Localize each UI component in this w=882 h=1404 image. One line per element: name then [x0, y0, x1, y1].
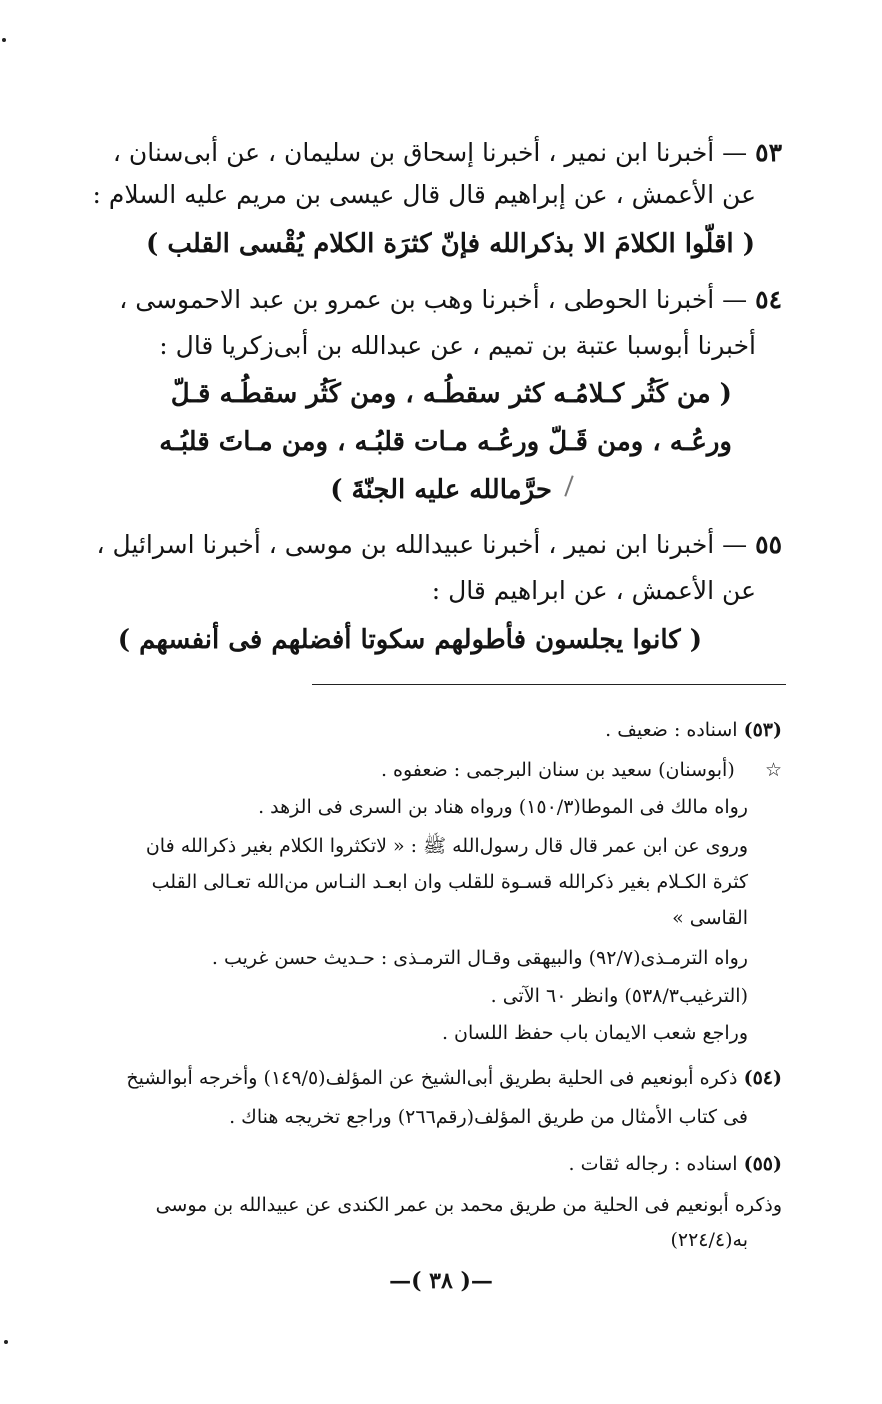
- hadith-53-line-1: ٥٣ — أخبرنا ابن نمير ، أخبرنا إسحاق بن سليمان ، عن أبى‌سنان ،: [112, 138, 782, 167]
- footnote-53-line-1: (٥٣) اسناده : ضعيف .: [605, 719, 782, 741]
- page-number: —( ٣٨ )—: [389, 1268, 493, 1294]
- footnote-53-line-4: وروى عن ابن عمر قال قال رسول‌الله ﷺ : « لاتكثروا الكلام بغير ذكرالله فان: [145, 835, 748, 857]
- footnote-label: (٥٤): [743, 1067, 782, 1089]
- hadith-54-line-2: أخبرنا أبوسبا عتبة بن تميم ، عن عبدالله بن أبى‌زكريا قال :: [159, 331, 756, 360]
- hadith-55-line-2: عن الأعمش ، عن ابراهيم قال :: [431, 576, 756, 605]
- scan-speck: [4, 1340, 8, 1344]
- hadith-53-quote: ( اقلّوا الكلامَ الا بذكرالله فإنّ كثرَة الكلام يُقْسى القلب ): [146, 229, 755, 259]
- hadith-54-quote-line-3: حرَّمالله عليه الجنّةَ ): [330, 475, 552, 505]
- hadith-54-line-1: ٥٤ — أخبرنا الحوطى ، أخبرنا وهب بن عمرو بن عبد الاحموسى ،: [119, 285, 782, 314]
- footnote-53-line-3: رواه مالك فى الموطا(١٥٠/٣) ورواه هناد بن السرى فى الزهد .: [258, 796, 748, 818]
- hadith-number: ٥٣: [755, 138, 782, 167]
- footnote-53-line-9: وراجع شعب الايمان باب حفظ اللسان .: [441, 1022, 748, 1044]
- footnote-53-line-7: رواه الترمـذى(٩٢/٧) والبيهقى وقـال الترمـذى : حـديث حسن غريب .: [211, 947, 748, 969]
- footnote-53-line-6: القاسى »: [672, 907, 748, 929]
- footnote-53-line-5: كثرة الكـلام بغير ذكرالله قسـوة للقلب وان ابعـد النـاس من‌الله تعـالى القلب: [151, 871, 748, 893]
- hadith-55-quote: ( كانوا يجلسون فأطولهم سكوتا أفضلهم فى أنفسهم ): [117, 625, 702, 655]
- hadith-53-line-2: عن الأعمش ، عن إبراهيم قال قال عيسى بن مريم عليه السلام :: [92, 180, 756, 209]
- footnote-55-line-3: به(٢٢٤/٤): [670, 1229, 748, 1251]
- hadith-54-quote-line-2: ورعُـه ، ومن قَـلّ ورعُـه مـات قلبُـه ، ومن مـاتَ قلبُـه: [159, 427, 732, 457]
- footnote-54-line-1: (٥٤) ذكره أبونعيم فى الحلية بطريق أبى‌الشيخ عن المؤلف(١٤٩/٥) وأخرجه أبوالشيخ: [126, 1067, 782, 1089]
- footnote-55-line-2: وذكره أبونعيم فى الحلية من طريق محمد بن عمر الكندى عن عبيدالله بن موسى: [155, 1194, 782, 1216]
- hadith-number: ٥٥: [755, 530, 782, 559]
- footnote-53-line-8: (الترغيب٥٣٨/٣) وانظر ٦٠ الآتى .: [490, 985, 748, 1007]
- footnote-label: (٥٥): [743, 1153, 782, 1175]
- footnote-55-line-1: (٥٥) اسناده : رجاله ثقات .: [568, 1153, 782, 1175]
- hadith-55-line-1: ٥٥ — أخبرنا ابن نمير ، أخبرنا عبيدالله بن موسى ، أخبرنا اسرائيل ،: [96, 530, 782, 559]
- star-icon: ☆: [764, 759, 782, 781]
- footnote-separator: [312, 684, 786, 685]
- footnote-label: (٥٣): [743, 719, 782, 741]
- footnote-53-line-2: ☆ (أبوسنان) سعيد بن سنان البرجمى : ضعفوه .: [380, 759, 782, 781]
- scan-speck: [2, 38, 6, 42]
- scan-mark: [564, 475, 573, 496]
- footnote-54-line-2: فى كتاب الأمثال من طريق المؤلف(رقم٢٦٦) وراجع تخريجه هناك .: [229, 1106, 748, 1128]
- hadith-54-quote-line-1: ( من كَثُر كـلامُـه كثر سقطُـه ، ومن كَثُر سقطُـه قـلّ: [170, 379, 732, 409]
- hadith-number: ٥٤: [755, 285, 782, 314]
